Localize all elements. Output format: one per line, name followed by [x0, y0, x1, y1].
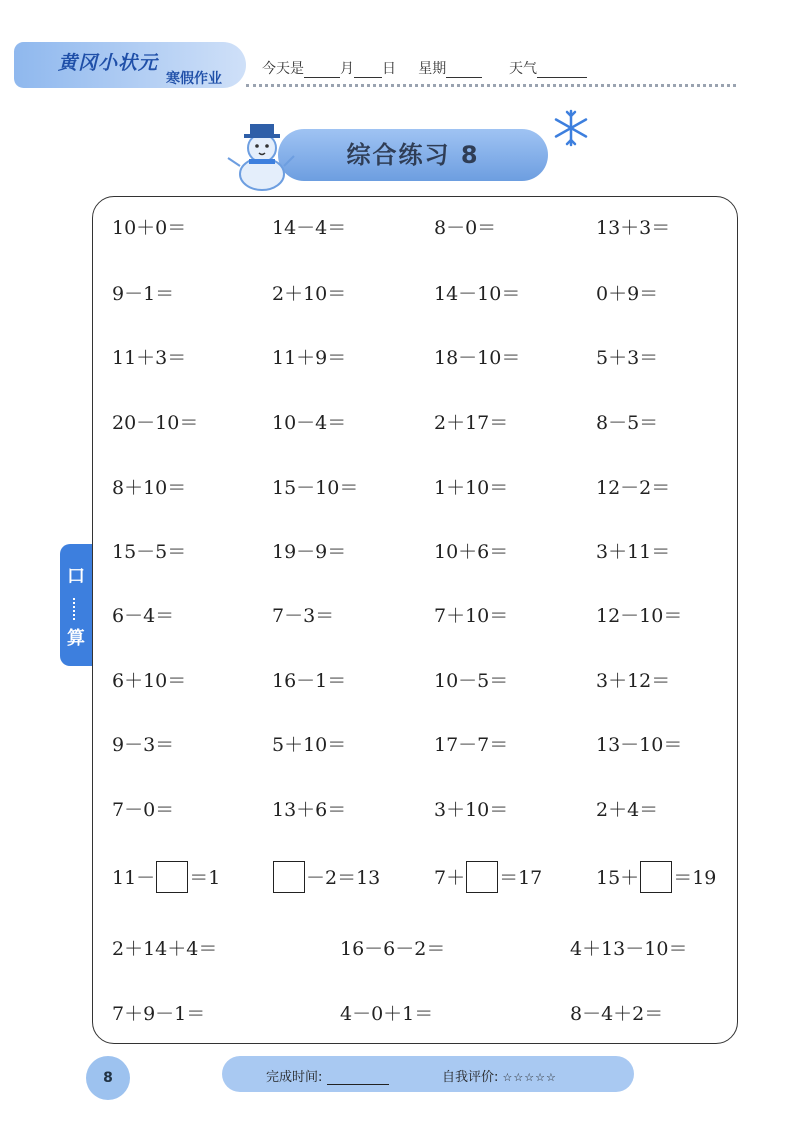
side-tab-dots — [73, 598, 81, 620]
header-dotted-rule — [246, 84, 736, 87]
problem: 14－10＝ — [434, 283, 521, 305]
date-day-label: 日 — [382, 61, 396, 77]
problem: 10－5＝ — [434, 670, 509, 692]
problem: 9－3＝ — [112, 734, 175, 756]
problem: 7＋10＝ — [434, 605, 509, 627]
completion-time — [266, 1066, 389, 1085]
weather-blank[interactable] — [537, 63, 587, 78]
problem: 6＋10＝ — [112, 670, 187, 692]
blank-problem-after: ＝1 — [189, 867, 221, 889]
problem: 7－3＝ — [272, 605, 335, 627]
self-eval-label: 自我评价: — [442, 1070, 499, 1085]
snowman-icon — [226, 110, 296, 192]
chain-problem: 2＋14＋4＝ — [112, 938, 218, 960]
blank-problem-after: －2＝13 — [306, 867, 381, 889]
problem: 15－5＝ — [112, 541, 187, 563]
date-today-label: 今天是 — [262, 61, 304, 77]
problem: 5＋3＝ — [596, 347, 659, 369]
problem: 10＋6＝ — [434, 541, 509, 563]
side-tab-char-2: 算 — [67, 628, 85, 649]
problem: 19－9＝ — [272, 541, 347, 563]
answer-box[interactable] — [466, 861, 498, 893]
blank-problem-after: ＝19 — [673, 867, 717, 889]
problem: 14－4＝ — [272, 217, 347, 239]
problem: 3＋12＝ — [596, 670, 671, 692]
problem: 18－10＝ — [434, 347, 521, 369]
problem: 12－10＝ — [596, 605, 683, 627]
blank-problem — [272, 863, 380, 895]
problem: 12－2＝ — [596, 477, 671, 499]
problem: 17－7＝ — [434, 734, 509, 756]
answer-box[interactable] — [156, 861, 188, 893]
problem: 20－10＝ — [112, 412, 199, 434]
problem: 8＋10＝ — [112, 477, 187, 499]
blank-problem — [434, 863, 542, 895]
problem: 5＋10＝ — [272, 734, 347, 756]
chain-problem: 7＋9－1＝ — [112, 1003, 206, 1025]
problem: 2＋17＝ — [434, 412, 509, 434]
problem: 13＋6＝ — [272, 799, 347, 821]
chain-problem: 8－4＋2＝ — [570, 1003, 664, 1025]
problem: 8－0＝ — [434, 217, 497, 239]
month-blank[interactable] — [304, 63, 340, 78]
blank-problem-before: 15＋ — [596, 867, 640, 889]
problem: 8－5＝ — [596, 412, 659, 434]
problem: 7－0＝ — [112, 799, 175, 821]
problem: 3＋11＝ — [596, 541, 671, 563]
weekday-blank[interactable] — [446, 63, 482, 78]
problem: 13－10＝ — [596, 734, 683, 756]
rating-stars[interactable]: ☆☆☆☆☆ — [502, 1071, 557, 1084]
blank-problem-after: ＝17 — [499, 867, 543, 889]
brand-title: 黄冈小状元 — [58, 52, 159, 74]
side-tab-char-1: 口 — [67, 566, 85, 587]
date-month-label: 月 — [340, 61, 354, 77]
problem: 11＋9＝ — [272, 347, 347, 369]
problem: 0＋9＝ — [596, 283, 659, 305]
problem: 3＋10＝ — [434, 799, 509, 821]
date-weekday-label: 星期 — [418, 61, 447, 77]
problem: 10＋0＝ — [112, 217, 187, 239]
blank-problem-before: 7＋ — [434, 867, 466, 889]
date-weather-label: 天气 — [508, 61, 537, 77]
problem: 6－4＝ — [112, 605, 175, 627]
answer-box[interactable] — [273, 861, 305, 893]
problem: 2＋10＝ — [272, 283, 347, 305]
snowflake-icon — [551, 108, 591, 148]
problem: 2＋4＝ — [596, 799, 659, 821]
completion-time-label: 完成时间: — [266, 1070, 323, 1085]
problem: 15－10＝ — [272, 477, 359, 499]
problem: 9－1＝ — [112, 283, 175, 305]
chain-problem: 4＋13－10＝ — [570, 938, 688, 960]
problem: 13＋3＝ — [596, 217, 671, 239]
day-blank[interactable] — [354, 63, 382, 78]
blank-problem — [112, 863, 220, 895]
answer-box[interactable] — [640, 861, 672, 893]
page-title: 综合练习 8 — [346, 141, 480, 169]
brand-subtitle: 寒假作业 — [166, 71, 222, 87]
self-evaluation — [442, 1066, 557, 1085]
blank-problem — [596, 863, 716, 895]
date-line — [262, 58, 587, 78]
chain-problem: 4－0＋1＝ — [340, 1003, 434, 1025]
problem: 1＋10＝ — [434, 477, 509, 499]
blank-problem-before: 11－ — [112, 867, 156, 889]
problem: 10－4＝ — [272, 412, 347, 434]
chain-problem: 16－6－2＝ — [340, 938, 446, 960]
problem: 16－1＝ — [272, 670, 347, 692]
problem: 11＋3＝ — [112, 347, 187, 369]
page-number: 8 — [86, 1056, 130, 1100]
completion-time-blank[interactable] — [327, 1071, 389, 1085]
